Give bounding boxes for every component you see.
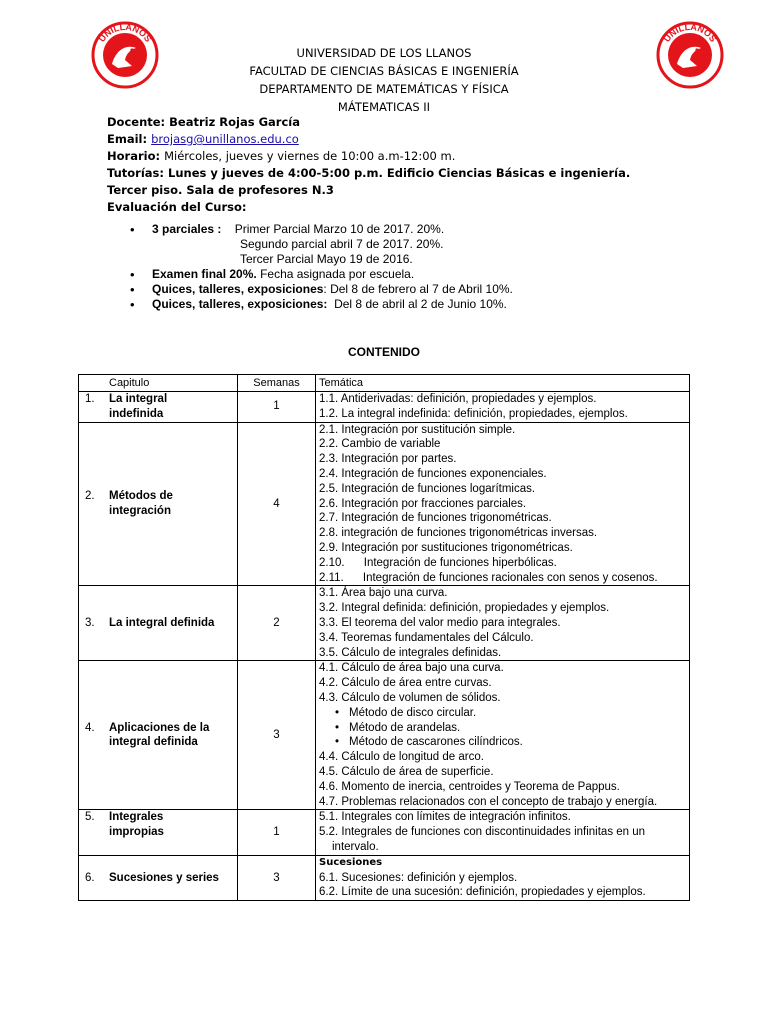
topic: 3.4. Teoremas fundamentales del Cálculo. [319,631,534,644]
method-bullet: • Método de disco circular. [319,706,687,721]
logo-text: UNILLANOS [661,21,719,44]
method-bullet: • Método de arandelas. [319,721,687,736]
header-capitulo: Capitulo [79,375,238,392]
topics-cell [316,422,690,586]
quices-2-value: Del 8 de abril al 2 de Junio 10%. [334,297,507,311]
topic: 4.2. Cálculo de área entre curvas. [319,677,492,690]
chapter-name: Sucesiones y series [109,871,219,884]
topic: 6.2. Límite de una sucesión: definición, propiedades y ejemplos. [319,886,646,899]
chapter-cell [79,586,238,661]
content-table [78,374,690,901]
table-header-row [79,375,690,392]
chapter-number: 1. [85,393,95,405]
list-item [130,252,690,267]
weeks-cell: 2 [238,586,316,661]
topic: 4.7. Problemas relacionados con el concepto de trabajo y energía. [319,795,658,808]
list-item [130,297,690,312]
topic: 5.2. Integrales de funciones con discontinuidades infinitas en un [319,826,646,839]
section-subheading: Sucesiones [319,856,383,868]
tutorias-line [107,165,667,199]
chapter-name: Aplicaciones de la integral definida [109,721,210,749]
email-label: Email: [107,132,148,146]
weeks-cell: 4 [238,422,316,586]
list-item [130,222,690,237]
chapter-cell [79,855,238,900]
topic: 3.3. El teorema del valor medio para integrales. [319,616,561,629]
horario-label: Horario: [107,149,161,163]
topic: 2.5. Integración de funciones logarítmicas. [319,482,536,495]
chapter-cell [79,661,238,810]
topic: 4.1. Cálculo de área bajo una curva. [319,662,504,675]
chapter-name: Integrales impropias [109,811,164,839]
quices-2-label: Quices, talleres, exposiciones: [152,297,328,311]
topic: 4.6. Momento de inercia, centroides y Teorema de Pappus. [319,780,620,793]
docente: Docente: Beatriz Rojas García [107,115,300,129]
document-header [0,44,768,116]
quices-1-value: : Del 8 de febrero al 7 de Abril 10%. [323,282,513,296]
topics-cell [316,661,690,810]
table-row [79,422,690,586]
examen-value: Fecha asignada por escuela. [260,267,415,281]
chapter-name: La integral definida [109,616,215,629]
weeks-cell: 1 [238,810,316,855]
topic: 2.3. Integración por partes. [319,453,457,466]
parcial-1: Primer Parcial Marzo 10 de 2017. 20%. [234,222,445,236]
list-item [130,237,690,252]
topic: 3.1. Área bajo una curva. [319,587,448,600]
course-name: MÁTEMATICAS II [337,100,431,114]
department-name: DEPARTAMENTO DE MATEMÁTICAS Y FÍSICA [259,82,509,96]
topic: 2.7. Integración de funciones trigonométricas. [319,512,552,525]
chapter-number: 5. [85,811,95,824]
email-link[interactable]: brojasg@unillanos.edu.co [151,132,299,146]
chapter-name: La integral indefinida [109,393,168,420]
topic: 1.1. Antiderivadas: definición, propiedades y ejemplos. [319,393,597,405]
topic: 3.5. Cálculo de integrales definidas. [319,646,502,659]
table-row [79,855,690,900]
topic: 2.6. Integración por fracciones parciales. [319,497,527,510]
header-tematica: Temática [316,375,690,392]
list-item [130,282,690,297]
topic: 2.2. Cambio de variable [319,438,441,451]
topic: 2.10. Integración de funciones hiperbólicas. [319,556,557,569]
topics-cell [316,586,690,661]
method-bullet: • Método de cascarones cilíndricos. [319,735,687,750]
quices-1-label: Quices, talleres, exposiciones [152,282,324,296]
tutorias-value: Lunes y jueves de 4:00-5:00 p.m. Edificio Ciencias Básicas e ingeniería. Tercer piso. Sala de profesores N.3 [107,166,631,197]
topic: 2.11. Integración de funciones racionales con senos y cosenos. [319,571,658,584]
examen-label: Examen final 20%. [152,267,257,281]
weeks-cell: 3 [238,661,316,810]
chapter-name: Métodos de integración [109,490,173,517]
topic: 3.2. Integral definida: definición, propiedades y ejemplos. [319,602,610,615]
email-line [107,131,667,148]
topic: 4.3. Cálculo de volumen de sólidos. [319,691,501,704]
evaluacion-heading: Evaluación del Curso: [107,200,247,214]
topic: 5.1. Integrales con límites de integración infinitos. [319,811,571,824]
topic: 4.5. Cálculo de área de superficie. [319,765,494,778]
chapter-number: 2. [85,490,95,503]
chapter-cell [79,392,238,423]
chapter-cell [79,810,238,855]
parcial-2: Segundo parcial abril 7 de 2017. 20%. [240,237,444,251]
topic: 2.8. integración de funciones trigonométricas inversas. [319,527,598,540]
table-row [79,661,690,810]
topic: 6.1. Sucesiones: definición y ejemplos. [319,871,518,884]
weeks-cell: 3 [238,855,316,900]
topics-cell [316,855,690,900]
chapter-number: 6. [85,871,95,884]
chapter-cell [79,422,238,586]
course-info [107,114,667,216]
topics-cell [316,810,690,855]
weeks-cell: 1 [238,392,316,423]
contenido-title: CONTENIDO [348,345,420,359]
table-row [79,392,690,423]
logo-text: UNILLANOS [96,21,154,44]
topics-cell [316,392,690,423]
horario-line [107,148,667,165]
topic-continuation: intervalo. [332,840,379,853]
university-name: UNIVERSIDAD DE LOS LLANOS [296,46,472,60]
parciales-label: 3 parciales : [152,222,222,236]
parcial-3: Tercer Parcial Mayo 19 de 2016. [240,252,413,266]
topic: 2.9. Integración por sustituciones trigonométricas. [319,541,573,554]
table-row [79,810,690,855]
evaluation-list [130,222,690,312]
chapter-number: 3. [85,616,95,629]
table-row [79,586,690,661]
tutorias-label: Tutorías: [107,166,164,180]
topic: 1.2. La integral indefinida: definición, propiedades, ejemplos. [319,407,628,420]
faculty-name: FACULTAD DE CIENCIAS BÁSICAS E INGENIERÍA [249,64,519,78]
topic: 4.4. Cálculo de longitud de arco. [319,751,484,764]
header-semanas: Semanas [238,375,316,392]
chapter-number: 4. [85,721,95,734]
topic: 2.1. Integración por sustitución simple. [319,423,516,436]
list-item [130,267,690,282]
horario-value: Miércoles, jueves y viernes de 10:00 a.m-12:00 m. [164,149,456,163]
topic: 2.4. Integración de funciones exponenciales. [319,467,547,480]
